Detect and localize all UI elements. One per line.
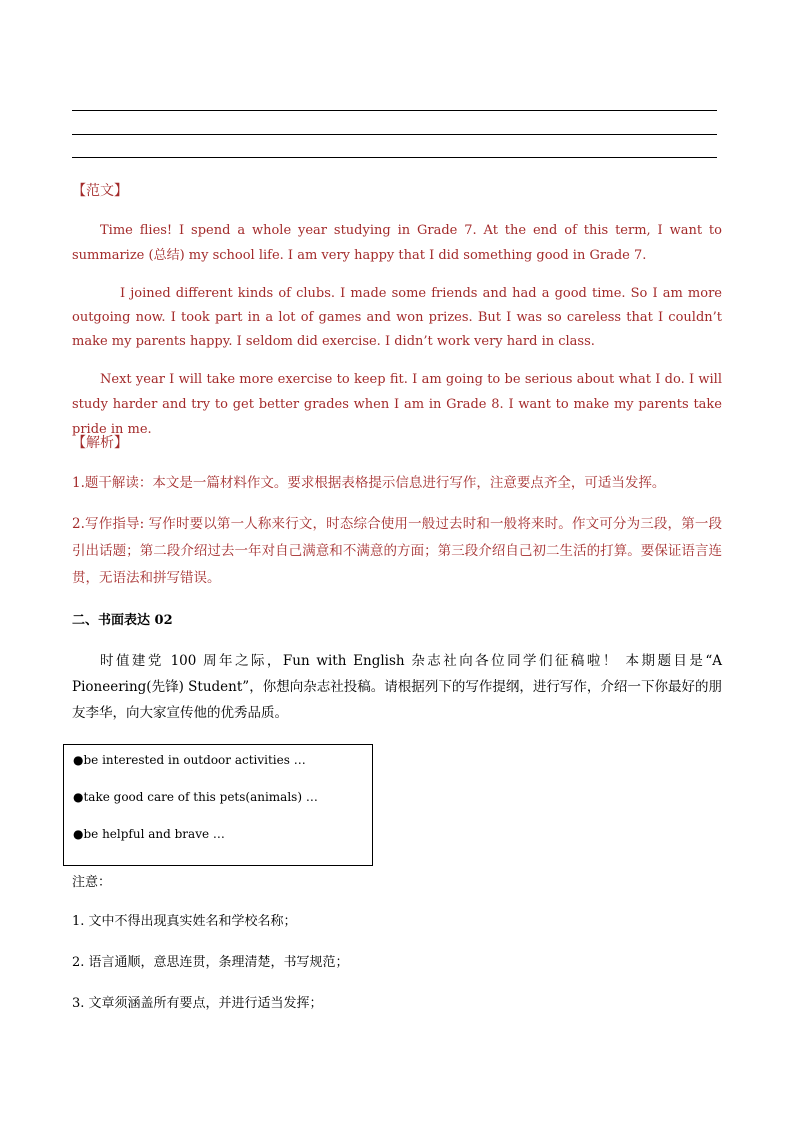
notes-label: 注意：: [72, 875, 112, 890]
outline-item: ●be helpful and brave …: [73, 827, 225, 841]
outline-item: ●be interested in outdoor activities …: [73, 753, 306, 767]
model-essay-heading: 【范文】: [72, 183, 128, 199]
analysis-heading: 【解析】: [72, 435, 128, 451]
answer-line: [72, 157, 717, 158]
essay-paragraph: Time flies! I spend a whole year studying in Grade 7. At the end of this term, I want to summarize (总结) my school life. I am very happy that I did something good in Grade 7.: [72, 223, 722, 263]
answer-line: [72, 134, 717, 135]
outline-item: ●take good care of this pets(animals) …: [73, 790, 318, 804]
essay-paragraph: Next year I will take more exercise to keep fit. I am going to be serious about what I do. I will study harder and try to get better grades when I am in Grade 8. I want to make my parents take pride in me.: [72, 372, 722, 437]
section-title: 二、书面表达 02: [72, 613, 173, 628]
analysis-point: 2.写作指导: 写作时要以第一人称来行文，时态综合使用一般过去时和一般将来时。作文可分为三段，第一段引出话题；第二段介绍过去一年对自己满意和不满意的方面；第三段介绍自己初二生活的打算。要保证语言连贯，无语法和拼写错误。: [72, 516, 722, 586]
note-item: 1. 文中不得出现真实姓名和学校名称；: [72, 914, 297, 929]
note-item: 2. 语言通顺，意思连贯，条理清楚，书写规范；: [72, 955, 349, 970]
analysis-point: 1.题干解读：本文是一篇材料作文。要求根据表格提示信息进行写作，注意要点齐全，可适当发挥。: [72, 475, 666, 491]
answer-line: [72, 110, 717, 111]
writing-prompt: 时值建党 100 周年之际，Fun with English 杂志社向各位同学们征稿啦！ 本期题目是“A Pioneering(先锋) Student”，你想向杂志社投稿。请根据列下的写作提纲，进行写作，介绍一下你最好的朋友李华，向大家宣传他的优秀品质。: [72, 653, 722, 721]
essay-paragraph: I joined different kinds of clubs. I made some friends and had a good time. So I am more outgoing now. I took part in a lot of games and won prizes. But I was so careless that I couldn’t make my parents happy. I seldom did exercise. I didn’t work very hard in class.: [72, 286, 722, 349]
note-item: 3. 文章须涵盖所有要点，并进行适当发挥；: [72, 996, 323, 1011]
outline-box: [63, 744, 373, 866]
